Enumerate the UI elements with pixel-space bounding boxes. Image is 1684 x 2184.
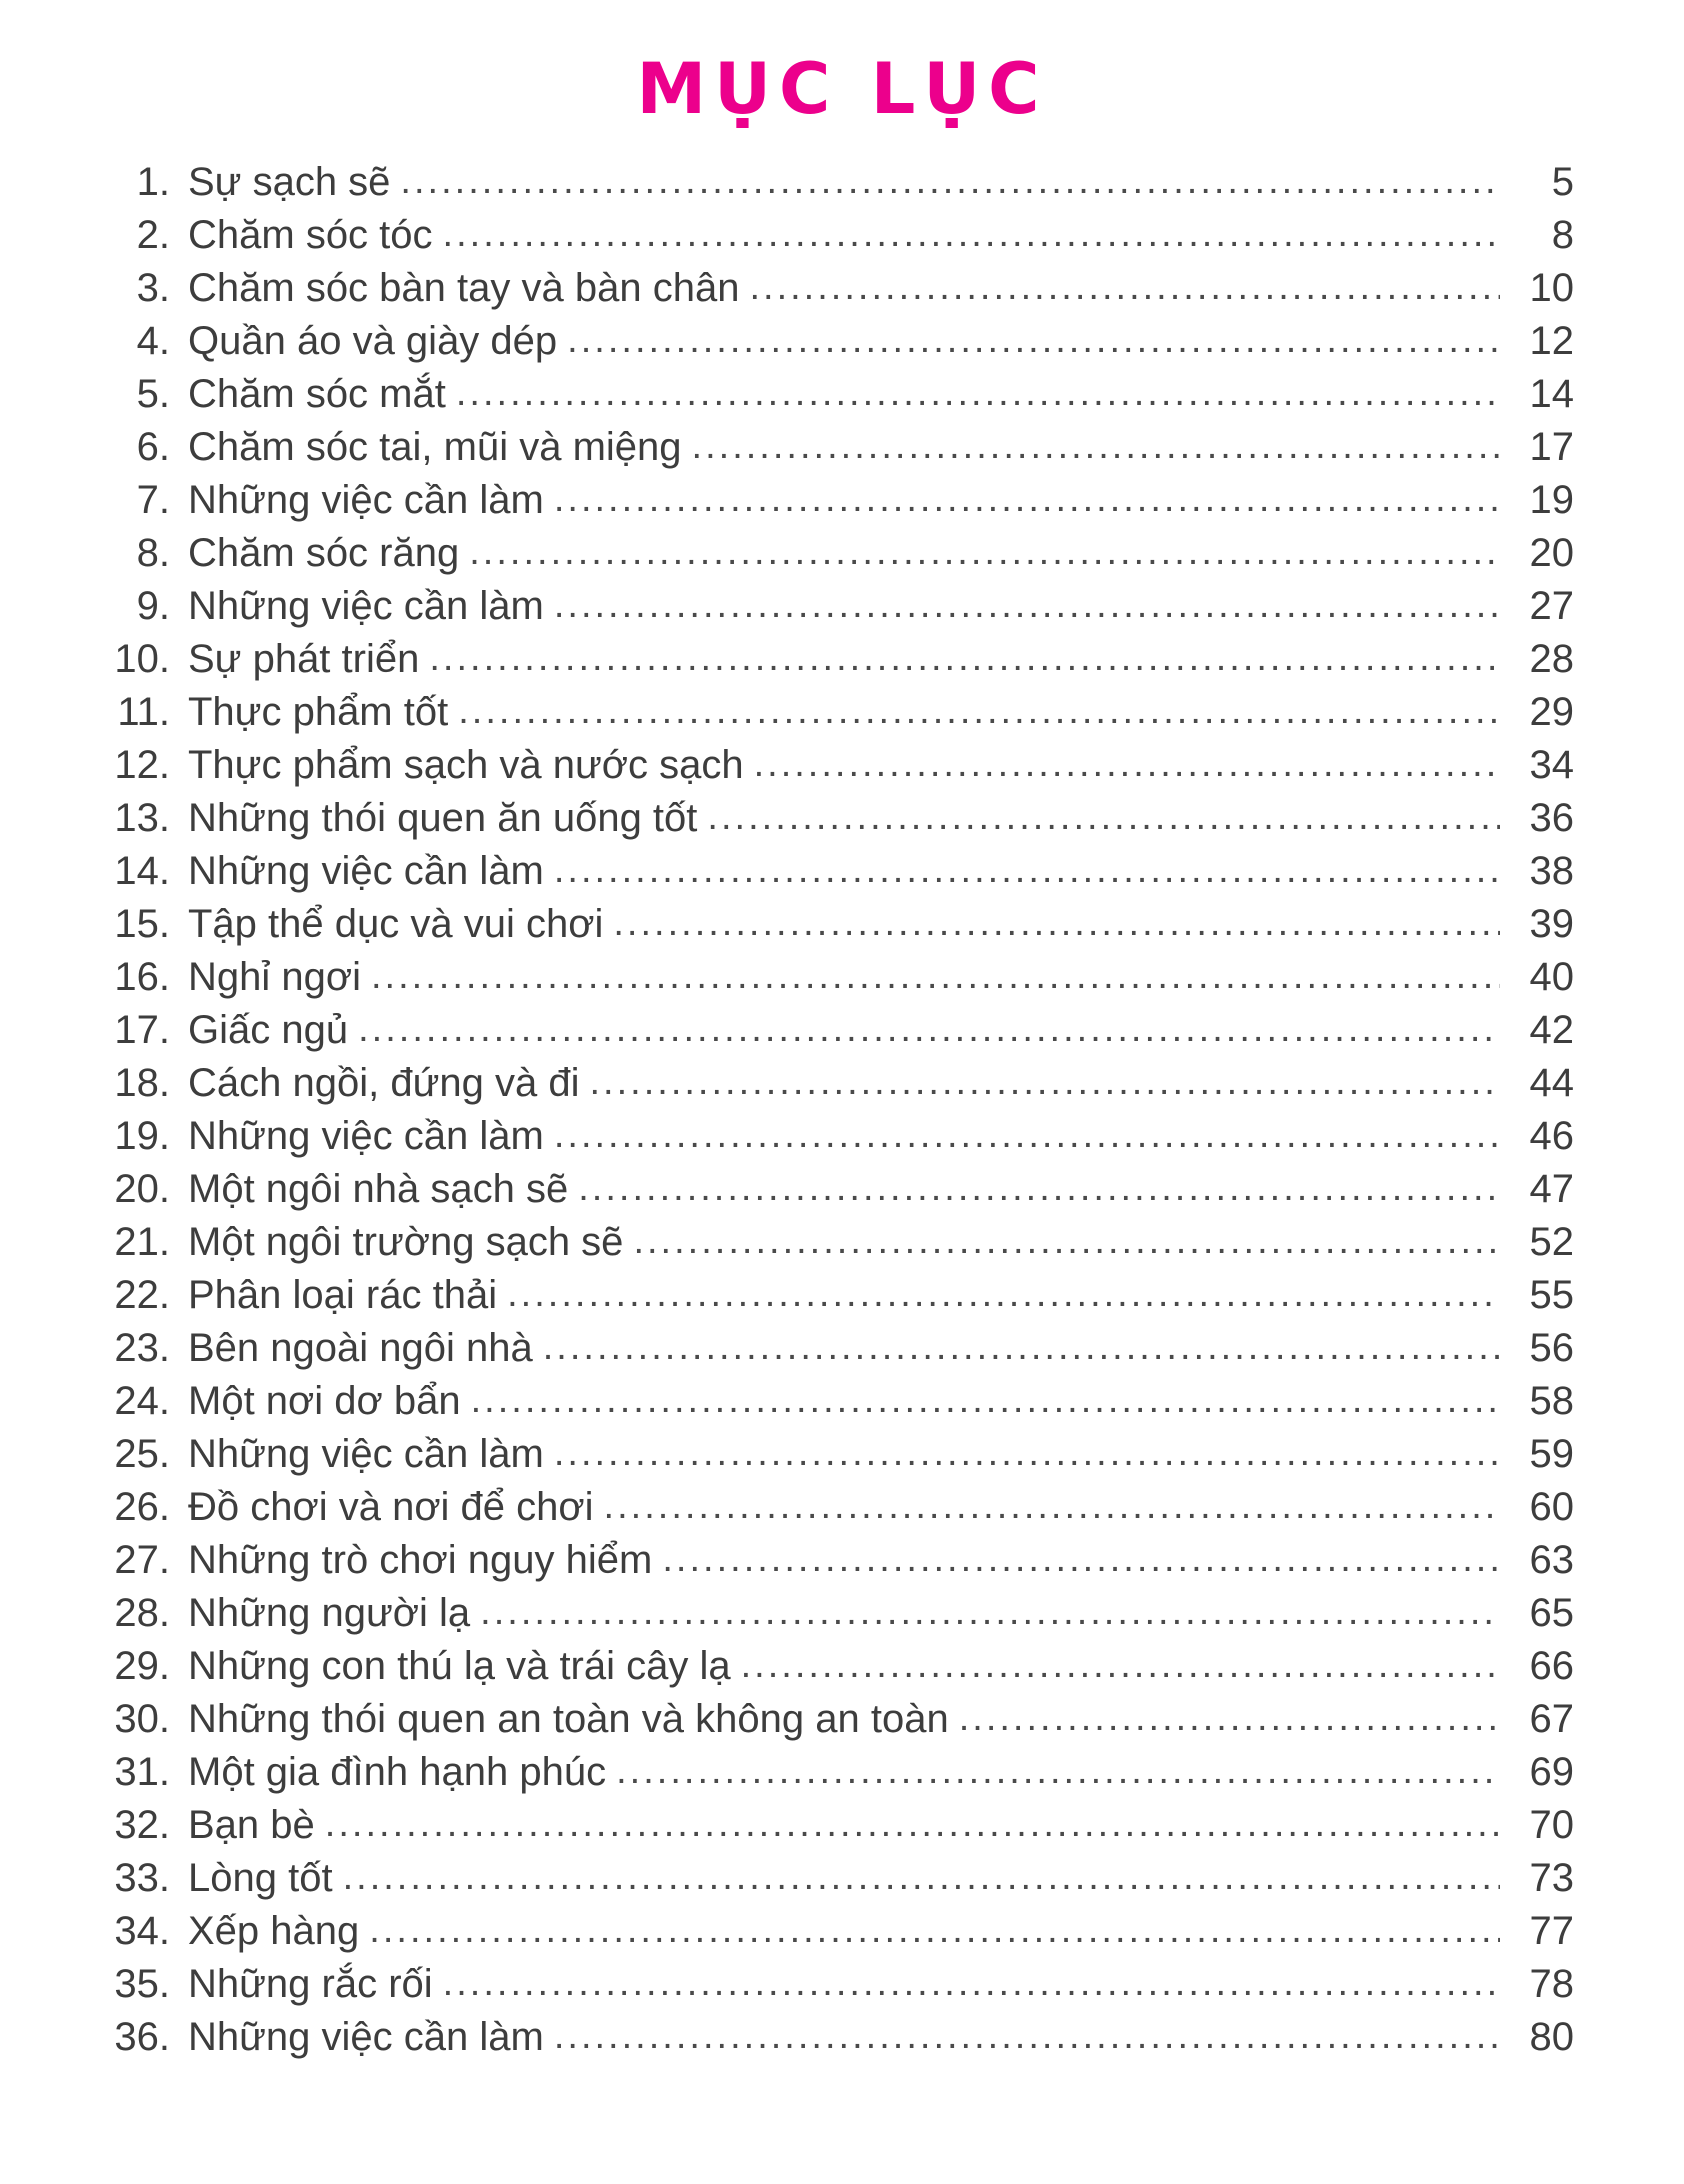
- toc-entry: [110, 527, 1574, 580]
- toc-entry: [110, 1958, 1574, 2011]
- dotted-leader: [554, 1108, 1500, 1162]
- entry-page: 29: [1529, 690, 1574, 734]
- entry-number: 25.: [114, 1432, 170, 1476]
- entry-number: 35.: [114, 1962, 170, 2006]
- entry-page: 27: [1529, 584, 1574, 628]
- entry-title: Một nơi dơ bẩn: [188, 1379, 461, 1423]
- toc-entry: [110, 1057, 1574, 1110]
- entry-number: 20.: [114, 1167, 170, 1211]
- dotted-leader: [543, 1320, 1500, 1374]
- entry-number: 24.: [114, 1379, 170, 1423]
- toc-entry: [110, 792, 1574, 845]
- dotted-leader: [554, 1426, 1500, 1480]
- dotted-leader: [554, 843, 1500, 897]
- dotted-leader: [554, 2009, 1500, 2063]
- dotted-leader: [567, 313, 1500, 367]
- entry-number: 27.: [114, 1538, 170, 1582]
- entry-number: 29.: [114, 1644, 170, 1688]
- entry-page: 52: [1529, 1220, 1574, 1264]
- entry-title: Chăm sóc tóc: [188, 213, 433, 257]
- entry-title: Xếp hàng: [188, 1909, 360, 1953]
- toc-entry: [110, 315, 1574, 368]
- entry-page: 8: [1551, 213, 1574, 257]
- toc-entry: [110, 686, 1574, 739]
- entry-page: 14: [1529, 372, 1574, 416]
- entry-page: 34: [1529, 743, 1574, 787]
- toc-entry: [110, 1852, 1574, 1905]
- entry-page: 38: [1529, 849, 1574, 893]
- entry-number: 23.: [114, 1326, 170, 1370]
- toc-entry: [110, 1534, 1574, 1587]
- entry-title: Sự sạch sẽ: [188, 160, 391, 204]
- toc-entry: [110, 474, 1574, 527]
- entry-number: 18.: [114, 1061, 170, 1105]
- entry-page: 10: [1529, 266, 1574, 310]
- dotted-leader: [754, 737, 1500, 791]
- toc-entry: [110, 1375, 1574, 1428]
- toc-entry: [110, 951, 1574, 1004]
- entry-title: Đồ chơi và nơi để chơi: [188, 1485, 594, 1529]
- entry-number: 1.: [136, 160, 170, 204]
- entry-number: 19.: [114, 1114, 170, 1158]
- entry-page: 19: [1529, 478, 1574, 522]
- entry-title: Cách ngồi, đứng và đi: [188, 1061, 580, 1105]
- dotted-leader: [480, 1585, 1500, 1639]
- entry-page: 20: [1529, 531, 1574, 575]
- page-title: MỤC LỤC: [636, 48, 1048, 130]
- toc-entry: [110, 739, 1574, 792]
- entry-page: 5: [1551, 160, 1574, 204]
- entry-page: 44: [1529, 1061, 1574, 1105]
- entry-title: Những người lạ: [188, 1591, 471, 1635]
- dotted-leader: [371, 949, 1500, 1003]
- entry-number: 21.: [114, 1220, 170, 1264]
- entry-number: 7.: [136, 478, 170, 522]
- entry-page: 66: [1529, 1644, 1574, 1688]
- entry-number: 31.: [114, 1750, 170, 1794]
- dotted-leader: [554, 472, 1500, 526]
- dotted-leader: [613, 896, 1500, 950]
- entry-title: Những việc cần làm: [188, 2015, 544, 2059]
- entry-number: 12.: [114, 743, 170, 787]
- entry-number: 10.: [114, 637, 170, 681]
- toc-entry: [110, 1693, 1574, 1746]
- entry-page: 60: [1529, 1485, 1574, 1529]
- toc-entry: [110, 368, 1574, 421]
- dotted-leader: [458, 684, 1500, 738]
- entry-number: 6.: [136, 425, 170, 469]
- entry-page: 46: [1529, 1114, 1574, 1158]
- entry-number: 5.: [136, 372, 170, 416]
- entry-title: Những việc cần làm: [188, 478, 544, 522]
- entry-number: 16.: [114, 955, 170, 999]
- entry-page: 42: [1529, 1008, 1574, 1052]
- entry-page: 55: [1529, 1273, 1574, 1317]
- entry-title: Một gia đình hạnh phúc: [188, 1750, 607, 1794]
- toc-entry: [110, 580, 1574, 633]
- entry-number: 3.: [136, 266, 170, 310]
- entry-page: 78: [1529, 1962, 1574, 2006]
- entry-number: 15.: [114, 902, 170, 946]
- entry-title: Bạn bè: [188, 1803, 315, 1847]
- toc-entry: [110, 262, 1574, 315]
- entry-title: Những trò chơi nguy hiểm: [188, 1538, 653, 1582]
- toc-entry: [110, 1428, 1574, 1481]
- toc-entry: [110, 421, 1574, 474]
- entry-title: Một ngôi nhà sạch sẽ: [188, 1167, 569, 1211]
- toc-entry: [110, 1746, 1574, 1799]
- dotted-leader: [456, 366, 1500, 420]
- entry-number: 9.: [136, 584, 170, 628]
- toc-entry: [110, 1322, 1574, 1375]
- entry-page: 65: [1529, 1591, 1574, 1635]
- dotted-leader: [358, 1002, 1500, 1056]
- entry-title: Sự phát triển: [188, 637, 420, 681]
- entry-title: Lòng tốt: [188, 1856, 333, 1900]
- entry-title: Những việc cần làm: [188, 1432, 544, 1476]
- entry-number: 36.: [114, 2015, 170, 2059]
- entry-title: Thực phẩm sạch và nước sạch: [188, 743, 744, 787]
- dotted-leader: [633, 1214, 1500, 1268]
- toc-entry: [110, 1163, 1574, 1216]
- dotted-leader: [443, 207, 1500, 261]
- dotted-leader: [741, 1638, 1500, 1692]
- entry-title: Những việc cần làm: [188, 849, 544, 893]
- dotted-leader: [400, 154, 1500, 208]
- entry-page: 63: [1529, 1538, 1574, 1582]
- entry-number: 2.: [136, 213, 170, 257]
- entry-page: 67: [1529, 1697, 1574, 1741]
- entry-title: Những việc cần làm: [188, 1114, 544, 1158]
- toc-entry: [110, 156, 1574, 209]
- toc-entry: [110, 1269, 1574, 1322]
- entry-title: Bên ngoài ngôi nhà: [188, 1326, 533, 1370]
- entry-page: 36: [1529, 796, 1574, 840]
- entry-number: 17.: [114, 1008, 170, 1052]
- entry-page: 73: [1529, 1856, 1574, 1900]
- entry-page: 59: [1529, 1432, 1574, 1476]
- entry-number: 11.: [117, 690, 170, 734]
- entry-title: Những thói quen ăn uống tốt: [188, 796, 698, 840]
- dotted-leader: [589, 1055, 1500, 1109]
- entry-page: 56: [1529, 1326, 1574, 1370]
- dotted-leader: [325, 1797, 1500, 1851]
- toc-entry: [110, 845, 1574, 898]
- dotted-leader: [578, 1161, 1500, 1215]
- dotted-leader: [707, 790, 1500, 844]
- dotted-leader: [616, 1744, 1500, 1798]
- entry-number: 28.: [114, 1591, 170, 1635]
- entry-title: Những rắc rối: [188, 1962, 433, 2006]
- entry-number: 26.: [114, 1485, 170, 1529]
- entry-number: 13.: [114, 796, 170, 840]
- dotted-leader: [469, 525, 1500, 579]
- entry-page: 69: [1529, 1750, 1574, 1794]
- entry-page: 28: [1529, 637, 1574, 681]
- entry-title: Quần áo và giày dép: [188, 319, 558, 363]
- entry-number: 8.: [136, 531, 170, 575]
- dotted-leader: [507, 1267, 1500, 1321]
- entry-number: 14.: [114, 849, 170, 893]
- entry-title: Chăm sóc mắt: [188, 372, 446, 416]
- entry-page: 12: [1529, 319, 1574, 363]
- toc-entry: [110, 1799, 1574, 1852]
- toc-entry: [110, 1110, 1574, 1163]
- entry-title: Chăm sóc răng: [188, 531, 460, 575]
- entry-title: Những con thú lạ và trái cây lạ: [188, 1644, 731, 1688]
- dotted-leader: [443, 1956, 1500, 2010]
- entry-title: Phân loại rác thải: [188, 1273, 498, 1317]
- toc-entry: [110, 1004, 1574, 1057]
- entry-page: 40: [1529, 955, 1574, 999]
- entry-page: 70: [1529, 1803, 1574, 1847]
- toc-list: [110, 156, 1574, 2064]
- entry-number: 33.: [114, 1856, 170, 1900]
- dotted-leader: [662, 1532, 1500, 1586]
- entry-title: Thực phẩm tốt: [188, 690, 449, 734]
- toc-entry: [110, 209, 1574, 262]
- entry-number: 32.: [114, 1803, 170, 1847]
- toc-entry: [110, 1587, 1574, 1640]
- entry-page: 77: [1529, 1909, 1574, 1953]
- entry-title: Những thói quen an toàn và không an toàn: [188, 1697, 949, 1741]
- toc-entry: [110, 1905, 1574, 1958]
- entry-title: Nghỉ ngơi: [188, 955, 361, 999]
- entry-title: Những việc cần làm: [188, 584, 544, 628]
- dotted-leader: [692, 419, 1500, 473]
- dotted-leader: [429, 631, 1500, 685]
- entry-page: 17: [1529, 425, 1574, 469]
- entry-number: 34.: [114, 1909, 170, 1953]
- dotted-leader: [959, 1691, 1500, 1745]
- entry-number: 4.: [136, 319, 170, 363]
- toc-entry: [110, 2011, 1574, 2064]
- dotted-leader: [749, 260, 1500, 314]
- entry-title: Một ngôi trường sạch sẽ: [188, 1220, 624, 1264]
- entry-title: Giấc ngủ: [188, 1008, 349, 1052]
- dotted-leader: [369, 1903, 1500, 1957]
- dotted-leader: [471, 1373, 1500, 1427]
- dotted-leader: [343, 1850, 1500, 1904]
- toc-entry: [110, 1481, 1574, 1534]
- entry-page: 80: [1529, 2015, 1574, 2059]
- entry-page: 39: [1529, 902, 1574, 946]
- dotted-leader: [604, 1479, 1500, 1533]
- entry-title: Chăm sóc tai, mũi và miệng: [188, 425, 682, 469]
- toc-entry: [110, 898, 1574, 951]
- entry-title: Chăm sóc bàn tay và bàn chân: [188, 266, 740, 310]
- entry-number: 22.: [114, 1273, 170, 1317]
- entry-title: Tập thể dục và vui chơi: [188, 902, 604, 946]
- toc-entry: [110, 1216, 1574, 1269]
- dotted-leader: [554, 578, 1500, 632]
- entry-page: 58: [1529, 1379, 1574, 1423]
- toc-entry: [110, 1640, 1574, 1693]
- entry-number: 30.: [114, 1697, 170, 1741]
- entry-page: 47: [1529, 1167, 1574, 1211]
- toc-entry: [110, 633, 1574, 686]
